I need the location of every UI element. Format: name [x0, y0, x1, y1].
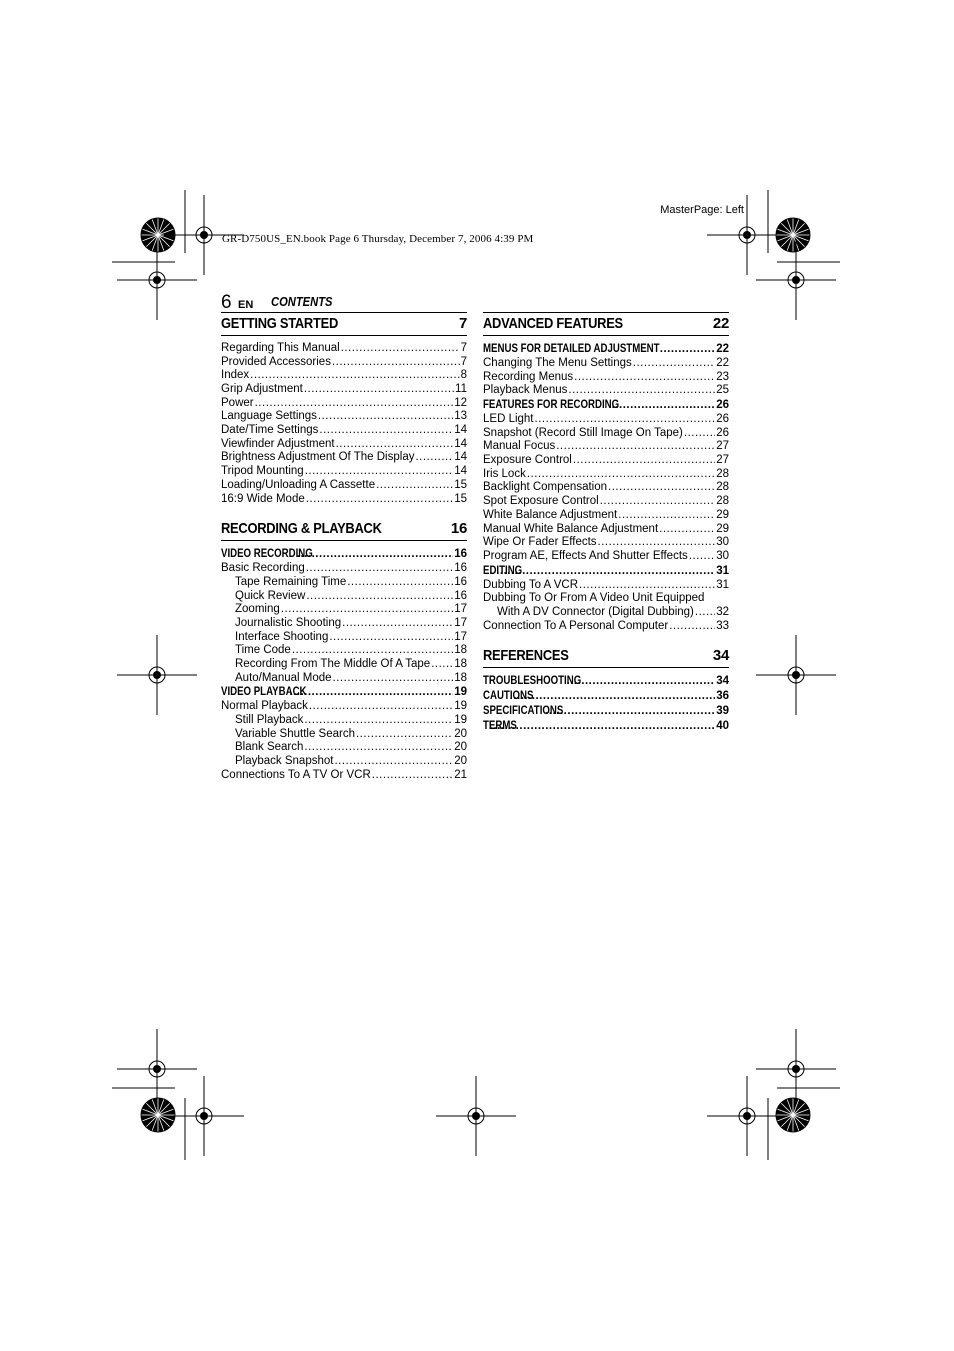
toc-entry-page: 28: [716, 495, 729, 508]
toc-entry-page: 23: [716, 370, 729, 383]
toc-entry-page: 34: [716, 675, 729, 688]
toc-entry-title: CAUTIONS: [483, 690, 534, 703]
toc-subsection-editing[interactable]: EDITING ..... 31: [483, 564, 729, 579]
color-wheel-mark-top-right: [776, 218, 810, 252]
toc-entry-page: 7: [460, 341, 467, 354]
toc-entry-title: Provided Accessories: [221, 355, 331, 368]
registration-mark: [707, 1076, 787, 1156]
toc-entry[interactable]: [483, 536, 729, 550]
toc-entry-title: Tape Remaining Time: [235, 575, 347, 588]
toc-entry[interactable]: [483, 427, 729, 441]
toc-entry[interactable]: [221, 617, 467, 631]
toc-entry-page: 20: [454, 727, 467, 740]
toc-entry[interactable]: [483, 454, 729, 468]
toc-entry[interactable]: [221, 576, 467, 590]
section-heading-getting-started[interactable]: GETTING STARTED 7: [221, 314, 467, 336]
toc-entry-page: 40: [716, 720, 729, 733]
toc-entry-title: Loading/Unloading A Cassette: [221, 478, 376, 491]
toc-subsection-video-playback[interactable]: VIDEO PLAYBACK ..... 19: [221, 685, 467, 700]
toc-entry-page: 15: [454, 492, 467, 505]
toc-entry[interactable]: [483, 357, 729, 371]
toc-entry[interactable]: [483, 440, 729, 454]
leader-dots: [334, 755, 453, 769]
toc-entry-page: 16: [454, 575, 467, 588]
registration-mark: [436, 1076, 516, 1156]
toc-entry[interactable]: [483, 371, 729, 385]
toc-entry[interactable]: [221, 742, 467, 756]
toc-entry-page: 28: [716, 481, 729, 494]
leader-dots: [292, 644, 453, 658]
leader-dots: [684, 427, 715, 441]
toc-entry-page: 30: [716, 549, 729, 562]
video-recording-list: [221, 562, 467, 685]
toc-entry-line1[interactable]: Dubbing To Or From A Video Unit Equipped: [483, 592, 705, 605]
leader-dots: [356, 728, 453, 742]
toc-entry-title: Exposure Control: [483, 454, 572, 467]
toc-entry[interactable]: [221, 769, 467, 783]
toc-entry-title: Index: [221, 369, 250, 382]
toc-entry-page: 16: [454, 589, 467, 602]
leader-dots: [332, 356, 460, 370]
toc-entry-title: Journalistic Shooting: [235, 616, 342, 629]
features-list: [483, 413, 729, 564]
toc-entry[interactable]: [221, 658, 467, 672]
video-playback-list: [221, 700, 467, 782]
page-number: 6: [221, 292, 232, 313]
color-wheel-mark-bottom-right: [776, 1098, 810, 1132]
leader-dots: [333, 672, 454, 686]
section-heading-recording-playback[interactable]: RECORDING & PLAYBACK 16: [221, 519, 467, 541]
leader-dots: [306, 562, 453, 576]
leader-dots: [304, 741, 453, 755]
toc-entry-title: Recording From The Middle Of A Tape: [235, 658, 431, 671]
toc-entry-title: Still Playback: [235, 714, 304, 727]
toc-entry[interactable]: Connection To A Personal Computer ..... 33: [483, 620, 729, 634]
toc-entry-page: 8: [460, 369, 467, 382]
toc-entry-page: 18: [454, 644, 467, 657]
toc-right-column: [483, 314, 729, 734]
toc-entry-page: 36: [716, 690, 729, 703]
toc-entry-title: TROUBLESHOOTING: [483, 675, 582, 688]
page-section-title: CONTENTS: [271, 294, 333, 309]
toc-entry[interactable]: [221, 590, 467, 604]
toc-entry-title: Auto/Manual Mode: [235, 671, 332, 684]
toc-entry-page: 14: [454, 465, 467, 478]
leader-dots: [510, 689, 716, 704]
leader-dots: [659, 523, 715, 537]
toc-entry-page: 27: [716, 454, 729, 467]
toc-entry-title: Changing The Menu Settings: [483, 356, 632, 369]
leader-dots: [329, 631, 453, 645]
toc-entry[interactable]: [221, 644, 467, 658]
toc-entry-title: TERMS: [483, 720, 517, 733]
toc-entry-page: 17: [454, 616, 467, 629]
toc-entry-page: 19: [454, 714, 467, 727]
leader-dots: [431, 658, 453, 672]
toc-left-column: [221, 314, 467, 783]
toc-entry-page: 28: [716, 467, 729, 480]
leader-dots: [527, 468, 715, 482]
toc-entry-page: 17: [454, 603, 467, 616]
toc-entry-title: Language Settings: [221, 410, 317, 423]
toc-entry[interactable]: [221, 603, 467, 617]
toc-entry-title: Quick Review: [235, 589, 306, 602]
color-wheel-mark-bottom-left: [141, 1098, 175, 1132]
toc-entry-page: 21: [454, 768, 467, 781]
toc-entry-line2[interactable]: With A DV Connector (Digital Dubbing) ..... 32: [483, 606, 729, 620]
toc-entry[interactable]: [483, 495, 729, 509]
toc-entry-title: Playback Menus: [483, 384, 568, 397]
leader-dots: [376, 479, 453, 493]
toc-entry[interactable]: [221, 479, 467, 493]
toc-entry-title: 16:9 Wide Mode: [221, 492, 305, 505]
divider: [221, 312, 467, 313]
toc-entry[interactable]: [221, 493, 467, 507]
toc-entry-title: Snapshot (Record Still Image On Tape): [483, 426, 683, 439]
toc-entry-title: Connections To A TV Or VCR: [221, 768, 371, 781]
toc-entry-title: Brightness Adjustment Of The Display: [221, 451, 415, 464]
toc-entry-page: 39: [716, 705, 729, 718]
leader-dots: [618, 509, 715, 523]
leader-dots: [633, 357, 715, 371]
toc-entry-title: Playback Snapshot: [235, 755, 334, 768]
leader-dots: [250, 369, 459, 383]
toc-entry-page: 30: [716, 536, 729, 549]
toc-subsection[interactable]: [483, 704, 729, 719]
toc-entry-page: 17: [454, 630, 467, 643]
toc-entry-title: Backlight Compensation: [483, 481, 608, 494]
toc-entry-title: Blank Search: [235, 741, 304, 754]
leader-dots: [309, 700, 453, 714]
toc-entry-page: 15: [454, 478, 467, 491]
toc-entry-page: 19: [454, 700, 467, 713]
toc-entry-title: Interface Shooting: [235, 630, 329, 643]
leader-dots: [689, 550, 715, 564]
leader-dots: [545, 704, 715, 719]
toc-entry-title: LED Light: [483, 413, 534, 426]
toc-entry-title: Wipe Or Fader Effects: [483, 536, 597, 549]
leader-dots: [574, 371, 715, 385]
page-language: EN: [238, 299, 254, 311]
toc-entry-page: 7: [460, 355, 467, 368]
toc-entry-title: Power: [221, 396, 254, 409]
leader-dots: [608, 481, 715, 495]
leader-dots: [318, 410, 453, 424]
leader-dots: [341, 342, 460, 356]
toc-entry-page: 18: [454, 671, 467, 684]
leader-dots: [347, 576, 453, 590]
toc-subsection-video-recording[interactable]: VIDEO RECORDING ..... 16: [221, 547, 467, 562]
leader-dots: [568, 384, 715, 398]
leader-dots: [336, 438, 454, 452]
toc-entry[interactable]: [221, 369, 467, 383]
toc-entry-page: 27: [716, 440, 729, 453]
divider: [483, 312, 729, 313]
leader-dots: [556, 440, 715, 454]
toc-entry[interactable]: [221, 397, 467, 411]
toc-entry[interactable]: [221, 438, 467, 452]
registration-mark: [117, 635, 197, 715]
toc-entry[interactable]: [221, 728, 467, 742]
leader-dots: [306, 590, 453, 604]
toc-entry-title: Iris Lock: [483, 467, 526, 480]
toc-entry[interactable]: [221, 383, 467, 397]
leader-dots: [319, 424, 453, 438]
toc-entry-page: 22: [716, 356, 729, 369]
registration-mark: [164, 1076, 244, 1156]
toc-entry-title: Manual White Balance Adjustment: [483, 522, 659, 535]
leader-dots: [305, 465, 454, 479]
toc-entry-page: 18: [454, 658, 467, 671]
leader-dots: [306, 493, 453, 507]
leader-dots: [566, 674, 715, 689]
toc-entry-title: Grip Adjustment: [221, 383, 303, 396]
toc-entry-title: SPECIFICATIONS: [483, 705, 564, 718]
menus-list: [483, 357, 729, 398]
toc-entry[interactable]: [483, 468, 729, 482]
toc-entry-page: 12: [454, 396, 467, 409]
leader-dots: [304, 383, 454, 397]
toc-subsection-menus[interactable]: MENUS FOR DETAILED ADJUSTMENT ..... 22: [483, 342, 729, 357]
leader-dots: [600, 495, 716, 509]
getting-started-list: [221, 342, 467, 506]
toc-entry[interactable]: [221, 356, 467, 370]
leader-dots: [598, 536, 716, 550]
toc-entry[interactable]: [221, 562, 467, 576]
toc-entry[interactable]: Dubbing To A VCR ..... 31: [483, 579, 729, 593]
toc-entry-title: White Balance Adjustment: [483, 508, 618, 521]
toc-entry[interactable]: [483, 509, 729, 523]
leader-dots: [281, 603, 453, 617]
toc-entry-title: Manual Focus: [483, 440, 556, 453]
toc-entry[interactable]: [221, 755, 467, 769]
toc-entry-title: Date/Time Settings: [221, 424, 319, 437]
toc-entry[interactable]: [221, 424, 467, 438]
toc-subsection-features[interactable]: FEATURES FOR RECORDING ..... 26: [483, 398, 729, 413]
toc-entry[interactable]: [221, 700, 467, 714]
toc-entry-page: 14: [454, 437, 467, 450]
toc-entry-page: 25: [716, 384, 729, 397]
toc-entry-page: 11: [455, 383, 467, 396]
section-heading-references[interactable]: REFERENCES 34: [483, 646, 729, 668]
registration-mark: [756, 635, 836, 715]
toc-entry-page: 16: [454, 562, 467, 575]
toc-entry[interactable]: [221, 714, 467, 728]
toc-entry-page: 26: [716, 426, 729, 439]
toc-entry-page: 26: [716, 413, 729, 426]
toc-entry-title: Regarding This Manual: [221, 341, 340, 354]
leader-dots: [490, 719, 715, 734]
toc-entry-page: 29: [716, 522, 729, 535]
toc-subsection[interactable]: [483, 689, 729, 704]
toc-entry[interactable]: [221, 342, 467, 356]
leader-dots: [535, 413, 716, 427]
toc-entry[interactable]: [221, 410, 467, 424]
leader-dots: [372, 769, 453, 783]
toc-entry[interactable]: [221, 452, 467, 466]
leader-dots: [304, 714, 453, 728]
toc-entry[interactable]: [483, 550, 729, 564]
leader-dots: [415, 451, 453, 465]
toc-entry-title: Viewfinder Adjustment: [221, 437, 335, 450]
registration-mark: [756, 1029, 836, 1109]
toc-entry-page: 29: [716, 508, 729, 521]
toc-entry-title: Time Code: [235, 644, 291, 657]
toc-entry[interactable]: [483, 413, 729, 427]
toc-entry-title: Normal Playback: [221, 700, 308, 713]
toc-entry[interactable]: [221, 672, 467, 686]
toc-entry[interactable]: [221, 631, 467, 645]
toc-entry-title: Zooming: [235, 603, 280, 616]
leader-dots: [342, 617, 453, 631]
toc-entry[interactable]: [483, 384, 729, 398]
toc-entry-page: 13: [454, 410, 467, 423]
toc-entry[interactable]: [483, 523, 729, 537]
toc-entry-page: 20: [454, 741, 467, 754]
leader-dots: [573, 454, 715, 468]
toc-entry[interactable]: [483, 482, 729, 496]
toc-entry-page: 14: [454, 424, 467, 437]
leader-dots: [255, 397, 454, 411]
master-page-label: MasterPage: Left: [660, 204, 744, 216]
toc-entry-title: Basic Recording: [221, 562, 305, 575]
toc-entry-page: 20: [454, 755, 467, 768]
toc-entry-title: Tripod Mounting: [221, 465, 304, 478]
book-info-slug: GR-D750US_EN.book Page 6 Thursday, December 7, 2006 4:39 PM: [222, 233, 534, 245]
toc-entry[interactable]: [221, 465, 467, 479]
section-heading-advanced-features[interactable]: ADVANCED FEATURES 22: [483, 314, 729, 336]
references-list: [483, 674, 729, 734]
toc-entry-title: Spot Exposure Control: [483, 495, 599, 508]
toc-entry-title: Variable Shuttle Search: [235, 727, 355, 740]
toc-entry-title: Recording Menus: [483, 370, 574, 383]
toc-entry-title: Program AE, Effects And Shutter Effects: [483, 549, 688, 562]
registration-mark: [117, 1029, 197, 1109]
toc-entry-page: 14: [454, 451, 467, 464]
toc-subsection[interactable]: [483, 674, 729, 689]
toc-subsection[interactable]: [483, 719, 729, 734]
